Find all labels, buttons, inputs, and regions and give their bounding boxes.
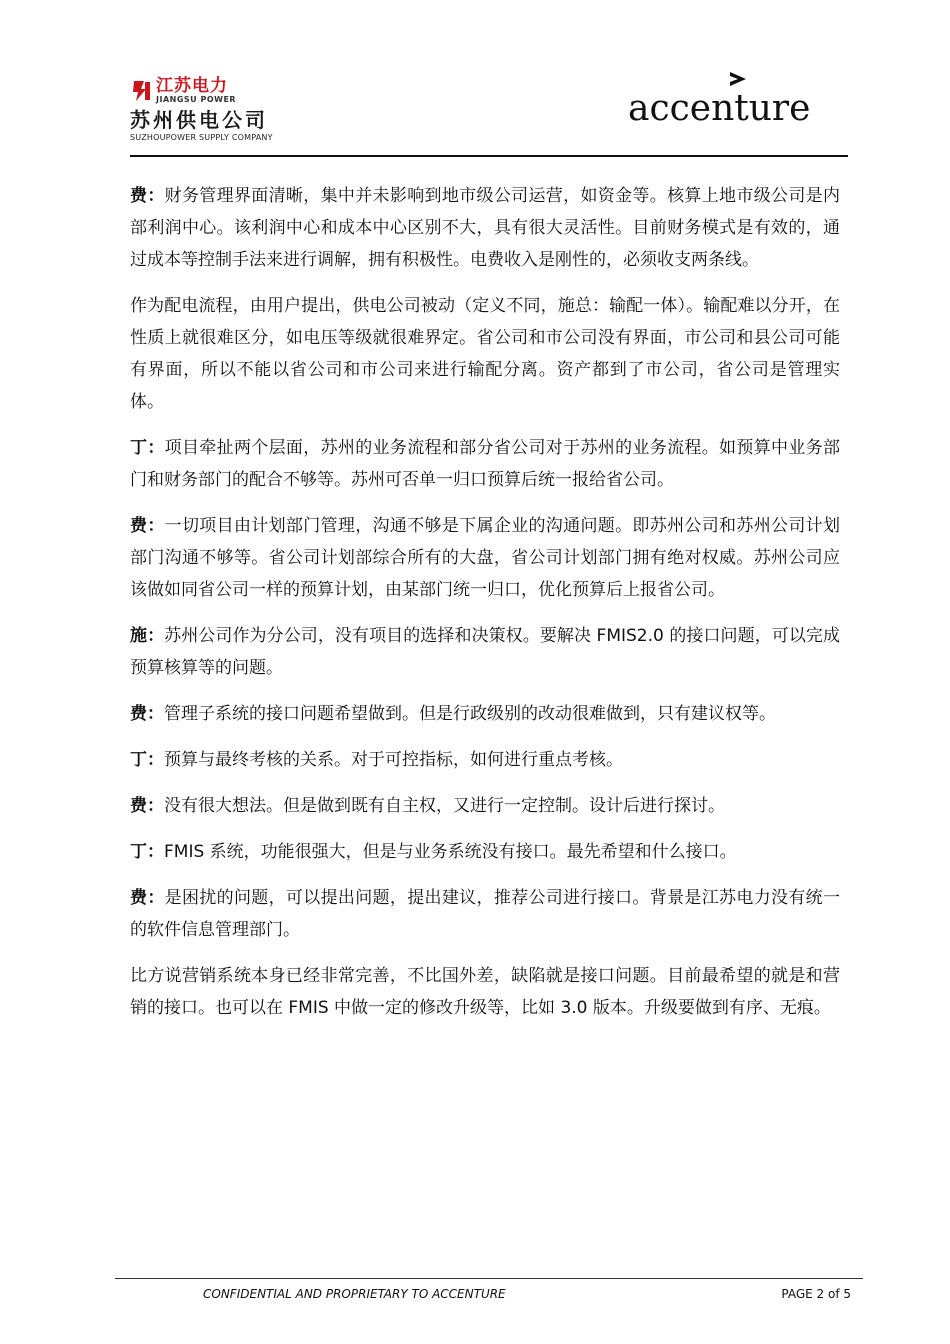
speaker-label: 费：: [130, 796, 164, 816]
document-body: [130, 180, 840, 1038]
accenture-wordmark: accenture: [628, 88, 811, 129]
jiangsu-power-emblem-icon: [130, 79, 152, 103]
paragraph-text: FMIS 系统，功能很强大，但是与业务系统没有接口。最先希望和什么接口。: [164, 842, 737, 862]
speaker-label: 费：: [130, 516, 165, 536]
paragraph: [130, 744, 840, 776]
speaker-label: 丁：: [130, 438, 165, 458]
speaker-label: 丁：: [130, 750, 164, 770]
paragraph: [130, 180, 840, 276]
paragraph-text: 作为配电流程，由用户提出，供电公司被动（定义不同，施总：输配一体）。输配难以分开，在性质上就很难区分，如电压等级就很难界定。省公司和市公司没有界面，市公司和县公司可能有界面，所以不能以省公司和市公司来进行输配分离。资产都到了市公司，省公司是管理实体。: [130, 296, 840, 412]
speaker-label: 费：: [130, 888, 165, 908]
paragraph-text: 管理子系统的接口问题希望做到。但是行政级别的改动很难做到，只有建议权等。: [164, 704, 776, 724]
company-name-en: SUZHOUPOWER SUPPLY COMPANY: [130, 133, 273, 142]
confidentiality-notice: CONFIDENTIAL AND PROPRIETARY TO ACCENTURE: [203, 1287, 506, 1301]
paragraph-text: 财务管理界面清晰，集中并未影响到地市级公司运营，如资金等。核算上地市级公司是内部利润中心。该利润中心和成本中心区别不大，具有很大灵活性。目前财务模式是有效的，通过成本等控制手法来进行调解，拥有积极性。电费收入是刚性的，必须收支两条线。: [130, 186, 841, 270]
header-divider: [130, 155, 848, 157]
speaker-label: 施：: [130, 626, 165, 646]
footer-divider: [115, 1278, 863, 1279]
paragraph: [130, 882, 840, 946]
paragraph-text: 预算与最终考核的关系。对于可控指标，如何进行重点考核。: [164, 750, 623, 770]
paragraph-text: 是困扰的问题，可以提出问题，提出建议，推荐公司进行接口。背景是江苏电力没有统一的软件信息管理部门。: [130, 888, 841, 940]
paragraph: [130, 960, 840, 1024]
paragraph: [130, 698, 840, 730]
speaker-label: 费：: [130, 186, 165, 206]
speaker-label: 丁：: [130, 842, 164, 862]
paragraph: [130, 790, 840, 822]
brand-name-cn: 江苏电力: [156, 76, 228, 96]
paragraph-text: 比方说营销系统本身已经非常完善，不比国外差，缺陷就是接口问题。目前最希望的就是和营销的接口。也可以在 FMIS 中做一定的修改升级等，比如 3.0 版本。升级要做到有序、无痕。: [130, 966, 840, 1018]
brand-name-en: JIANGSU POWER: [156, 95, 237, 104]
speaker-label: 费：: [130, 704, 164, 724]
paragraph: [130, 290, 840, 418]
paragraph: [130, 432, 840, 496]
accenture-logo: [628, 70, 848, 130]
paragraph-text: 一切项目由计划部门管理，沟通不够是下属企业的沟通问题。即苏州公司和苏州公司计划部门沟通不够等。省公司计划部综合所有的大盘，省公司计划部门拥有绝对权威。苏州公司应该做如同省公司一样的预算计划，由某部门统一归口，优化预算后上报省公司。: [130, 516, 841, 600]
company-name-cn: 苏州供电公司: [130, 108, 268, 132]
paragraph: [130, 836, 840, 868]
page-number: PAGE 2 of 5: [781, 1287, 851, 1301]
paragraph: [130, 620, 840, 684]
paragraph-text: 没有很大想法。但是做到既有自主权，又进行一定控制。设计后进行探讨。: [164, 796, 725, 816]
paragraph: [130, 510, 840, 606]
jiangsu-power-logo: [130, 78, 305, 150]
paragraph-text: 苏州公司作为分公司，没有项目的选择和决策权。要解决 FMIS2.0 的接口问题，可以完成预算核算等的问题。: [130, 626, 841, 678]
paragraph-text: 项目牵扯两个层面，苏州的业务流程和部分省公司对于苏州的业务流程。如预算中业务部门和财务部门的配合不够等。苏州可否单一归口预算后统一报给省公司。: [130, 438, 841, 490]
